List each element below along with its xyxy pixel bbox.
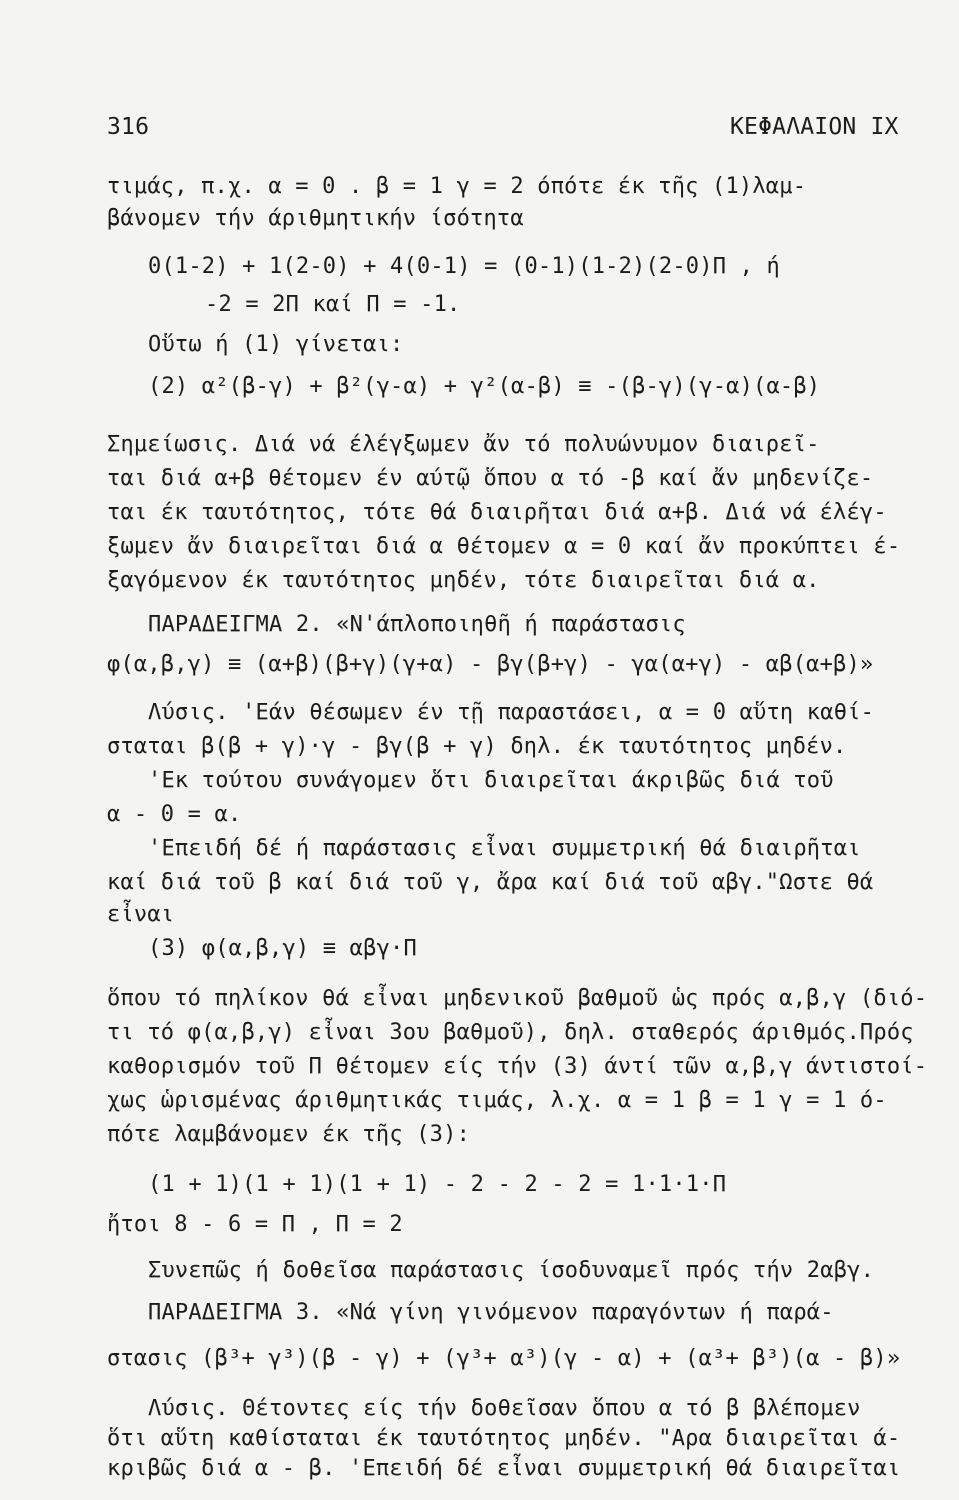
- example-heading: ΠΑΡΑΔΕΙΓΜΑ 2. «Ν'άπλοποιηθῆ ή παράστασις: [148, 612, 686, 637]
- text-line: Λύσις. Θέτοντες είς τήν δοθεῖσαν ὅπου α τό β βλέπομεν: [148, 1396, 861, 1421]
- text-line: ται διά α+β θέτομεν έν αύτῷ ὅπου α τό -β καί ἄν μηδενίζε-: [107, 466, 874, 491]
- example-heading: ΠΑΡΑΔΕΙΓΜΑ 3. «Νά γίνη γινόμενον παραγόντων ή παρά-: [148, 1300, 834, 1325]
- text-line: Λύσις. 'Εάν θέσωμεν έν τῇ παραστάσει, α = 0 αὕτη καθί-: [148, 700, 875, 725]
- chapter-heading: ΚΕΦΑΛΑΙΟΝ IX: [730, 114, 899, 140]
- text-line: εἶναι: [107, 902, 175, 927]
- equation-line: φ(α,β,γ) ≡ (α+β)(β+γ)(γ+α) - βγ(β+γ) - γα(α+γ) - αβ(α+β)»: [107, 652, 874, 677]
- text-line: 'Εκ τούτου συνάγομεν ὅτι διαιρεῖται άκριβῶς διά τοῦ: [148, 768, 834, 793]
- equation-line: 0(1-2) + 1(2-0) + 4(0-1) = (0-1)(1-2)(2-0)Π , ή: [148, 254, 780, 279]
- text-line: 'Επειδή δέ ή παράστασις εἶναι συμμετρική θά διαιρῆται: [148, 836, 861, 861]
- text-line: καθορισμόν τοῦ Π θέτομεν είς τήν (3) άντί τῶν α,β,γ άντιστοί-: [107, 1054, 928, 1079]
- equation-line: (3) φ(α,β,γ) ≡ αβγ·Π: [148, 936, 417, 961]
- text-line: τι τό φ(α,β,γ) εἶναι 3ου βαθμοῦ), δηλ. σταθερός άριθμός.Πρός: [107, 1020, 914, 1045]
- text-line: ὅπου τό πηλίκον θά εἶναι μηδενικοῦ βαθμοῦ ὡς πρός α,β,γ (διό-: [107, 986, 928, 1011]
- text-line: ξαγόμενον έκ ταυτότητος μηδέν, τότε διαιρεῖται διά α.: [107, 568, 820, 593]
- text-line: τιμάς, π.χ. α = 0 . β = 1 γ = 2 όπότε έκ τῆς (1)λαμ-: [107, 174, 807, 199]
- text-line: α - 0 = α.: [107, 802, 242, 827]
- text-line: ται έκ ταυτότητος, τότε θά διαιρῆται διά α+β. Διά νά έλέγ-: [107, 500, 887, 525]
- equation-line: στασις (β³+ γ³)(β - γ) + (γ³+ α³)(γ - α) + (α³+ β³)(α - β)»: [107, 1346, 901, 1371]
- text-line: Συνεπῶς ή δοθεῖσα παράστασις ίσοδυναμεῖ πρός τήν 2αβγ.: [148, 1258, 875, 1283]
- text-line: καί διά τοῦ β καί διά τοῦ γ, ἄρα καί διά τοῦ αβγ."Ωστε θά: [107, 870, 874, 895]
- text-line: κριβῶς διά α - β. 'Επειδή δέ εἶναι συμμετρική θά διαιρεῖται: [107, 1456, 901, 1481]
- equation-line: -2 = 2Π καί Π = -1.: [205, 292, 461, 317]
- equation-line: ἤτοι 8 - 6 = Π , Π = 2: [107, 1212, 403, 1237]
- equation-line: (2) α²(β-γ) + β²(γ-α) + γ²(α-β) ≡ -(β-γ)(γ-α)(α-β): [148, 374, 821, 399]
- text-line: ὅτι αὕτη καθίσταται έκ ταυτότητος μηδέν. "Αρα διαιρεῖται ά-: [107, 1426, 901, 1451]
- text-line: βάνομεν τήν άριθμητικήν ίσότητα: [107, 206, 524, 231]
- text-line: ξωμεν ἄν διαιρεῖται διά α θέτομεν α = 0 καί ἄν προκύπτει έ-: [107, 534, 901, 559]
- equation-line: (1 + 1)(1 + 1)(1 + 1) - 2 - 2 - 2 = 1·1·1·Π: [148, 1172, 727, 1197]
- text-line: σταται β(β + γ)·γ - βγ(β + γ) δηλ. έκ ταυτότητος μηδέν.: [107, 734, 847, 759]
- text-line: Σημείωσις. Διά νά έλέγξωμεν ἄν τό πολυώνυμον διαιρεῖ-: [107, 432, 820, 457]
- page-number: 316: [107, 114, 150, 140]
- text-line: πότε λαμβάνομεν έκ τῆς (3):: [107, 1122, 471, 1147]
- text-line: Οὕτω ή (1) γίνεται:: [148, 332, 404, 357]
- text-line: χως ὡρισμένας άριθμητικάς τιμάς, λ.χ. α = 1 β = 1 γ = 1 ό-: [107, 1088, 887, 1113]
